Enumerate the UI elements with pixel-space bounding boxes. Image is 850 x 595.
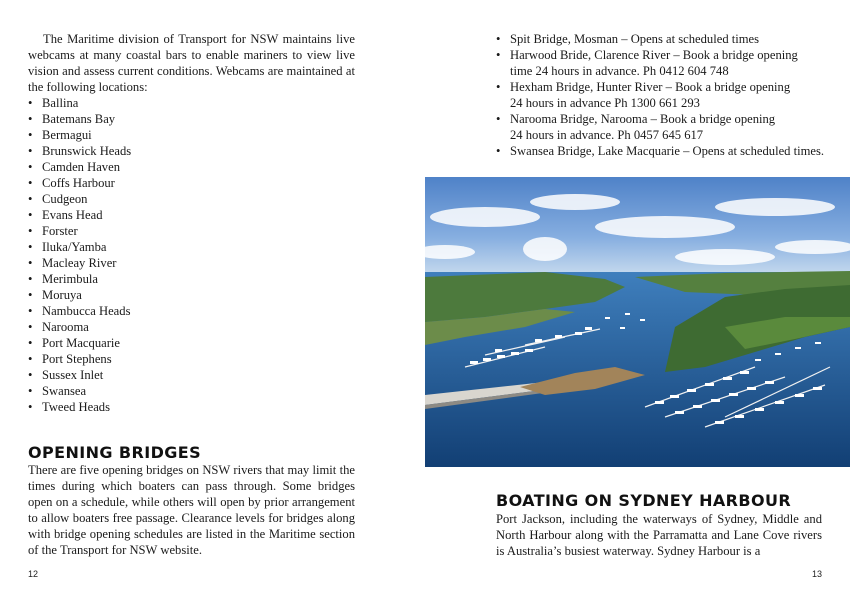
location-list-item xyxy=(28,191,348,207)
bridge-line-1: Harwood Bride, Clarence River – Book a bridge opening xyxy=(510,48,798,62)
location-name: Tweed Heads xyxy=(42,400,111,414)
bullet-icon: • xyxy=(28,288,33,302)
location-name: Bermagui xyxy=(42,128,92,142)
location-list-item xyxy=(28,335,348,351)
bullet-icon: • xyxy=(28,224,33,238)
location-list-item xyxy=(28,127,348,143)
location-list-item xyxy=(28,143,348,159)
bridge-list-item xyxy=(496,79,831,111)
opening-bridges-paragraph: There are five opening bridges on NSW rivers that may limit the times during which boaters can pass through. Some bridges open on a schedule, while others will open by prior arrangement to allow boaters free passage. Clearance levels for bridges along with bridge opening schedules are listed in the Maritime section of the Transport for NSW website. xyxy=(28,463,355,557)
location-name: Merimbula xyxy=(42,272,98,286)
right-page xyxy=(425,0,850,595)
location-name: Coffs Harbour xyxy=(42,176,115,190)
location-list-item xyxy=(28,175,348,191)
location-name: Batemans Bay xyxy=(42,112,116,126)
bullet-icon: • xyxy=(496,144,501,158)
bullet-icon: • xyxy=(496,32,501,46)
bridge-line-2: 24 hours in advance. Ph 0457 645 617 xyxy=(510,128,704,142)
bullet-icon: • xyxy=(28,240,33,254)
bullet-icon: • xyxy=(28,256,33,270)
location-list-item xyxy=(28,319,348,335)
location-list-item xyxy=(28,159,348,175)
webcam-intro-paragraph: The Maritime division of Transport for NSW maintains live webcams at many coastal bars to enable mariners to view live vision and assess current conditions. Webcams are maintained at the following locations: xyxy=(28,32,355,94)
bullet-icon: • xyxy=(28,400,33,414)
location-list-item xyxy=(28,239,348,255)
location-name: Iluka/Yamba xyxy=(42,240,107,254)
bridge-line-1: Narooma Bridge, Narooma – Book a bridge opening xyxy=(510,112,776,126)
bridge-line-2: time 24 hours in advance. Ph 0412 604 748 xyxy=(510,64,729,78)
page-number-right: 13 xyxy=(811,569,822,579)
webcam-locations-list xyxy=(28,95,348,415)
bullet-icon: • xyxy=(28,144,33,158)
location-name: Swansea xyxy=(42,384,87,398)
bullet-icon: • xyxy=(28,368,33,382)
bullet-icon: • xyxy=(28,336,33,350)
bridge-list-item xyxy=(496,47,831,79)
location-name: Narooma xyxy=(42,320,89,334)
bullet-icon: • xyxy=(496,48,501,62)
bullet-icon: • xyxy=(28,176,33,190)
bridge-line-2: 24 hours in advance Ph 1300 661 293 xyxy=(510,96,700,110)
aerial-harbour-marina-photo xyxy=(425,177,850,467)
location-name: Port Stephens xyxy=(42,352,112,366)
bullet-icon: • xyxy=(28,352,33,366)
bullet-icon: • xyxy=(28,272,33,286)
location-list-item xyxy=(28,351,348,367)
location-name: Evans Head xyxy=(42,208,103,222)
location-list-item xyxy=(28,303,348,319)
bullet-icon: • xyxy=(496,112,501,126)
location-name: Ballina xyxy=(42,96,79,110)
location-list-item xyxy=(28,287,348,303)
bridge-list-item xyxy=(496,143,831,159)
bullet-icon: • xyxy=(28,160,33,174)
bullet-icon: • xyxy=(496,80,501,94)
bullet-icon: • xyxy=(28,304,33,318)
bullet-icon: • xyxy=(28,192,33,206)
opening-bridges-heading: OPENING BRIDGES xyxy=(28,443,202,462)
location-name: Brunswick Heads xyxy=(42,144,132,158)
bridges-list xyxy=(496,31,831,159)
location-list-item xyxy=(28,207,348,223)
bridge-line-1: Spit Bridge, Mosman – Opens at scheduled times xyxy=(510,32,760,46)
location-list-item xyxy=(28,95,348,111)
location-list-item xyxy=(28,383,348,399)
bridge-line-1: Hexham Bridge, Hunter River – Book a bridge opening xyxy=(510,80,791,94)
bullet-icon: • xyxy=(28,112,33,126)
bridge-list-item xyxy=(496,111,831,143)
bullet-icon: • xyxy=(28,208,33,222)
location-name: Nambucca Heads xyxy=(42,304,131,318)
bridge-list-item xyxy=(496,31,831,47)
bridge-line-1: Swansea Bridge, Lake Macquarie – Opens at scheduled times. xyxy=(510,144,825,158)
location-name: Cudgeon xyxy=(42,192,88,206)
location-list-item xyxy=(28,255,348,271)
location-list-item xyxy=(28,399,348,415)
location-list-item xyxy=(28,367,348,383)
location-list-item xyxy=(28,271,348,287)
sydney-harbour-heading: BOATING ON SYDNEY HARBOUR xyxy=(496,491,792,510)
location-list-item xyxy=(28,111,348,127)
bullet-icon: • xyxy=(28,128,33,142)
location-list-item xyxy=(28,223,348,239)
page-number-left: 12 xyxy=(28,569,39,579)
harbour-photo-illustration xyxy=(425,177,850,467)
bullet-icon: • xyxy=(28,320,33,334)
location-name: Forster xyxy=(42,224,78,238)
location-name: Macleay River xyxy=(42,256,117,270)
location-name: Moruya xyxy=(42,288,82,302)
location-name: Port Macquarie xyxy=(42,336,120,350)
bullet-icon: • xyxy=(28,96,33,110)
location-name: Camden Haven xyxy=(42,160,120,174)
location-name: Sussex Inlet xyxy=(42,368,104,382)
bullet-icon: • xyxy=(28,384,33,398)
sydney-harbour-paragraph: Port Jackson, including the waterways of Sydney, Middle and North Harbour along with the Parramatta and Lane Cove rivers is Australia’s busiest waterway. Sydney Harbour is a xyxy=(496,512,822,558)
